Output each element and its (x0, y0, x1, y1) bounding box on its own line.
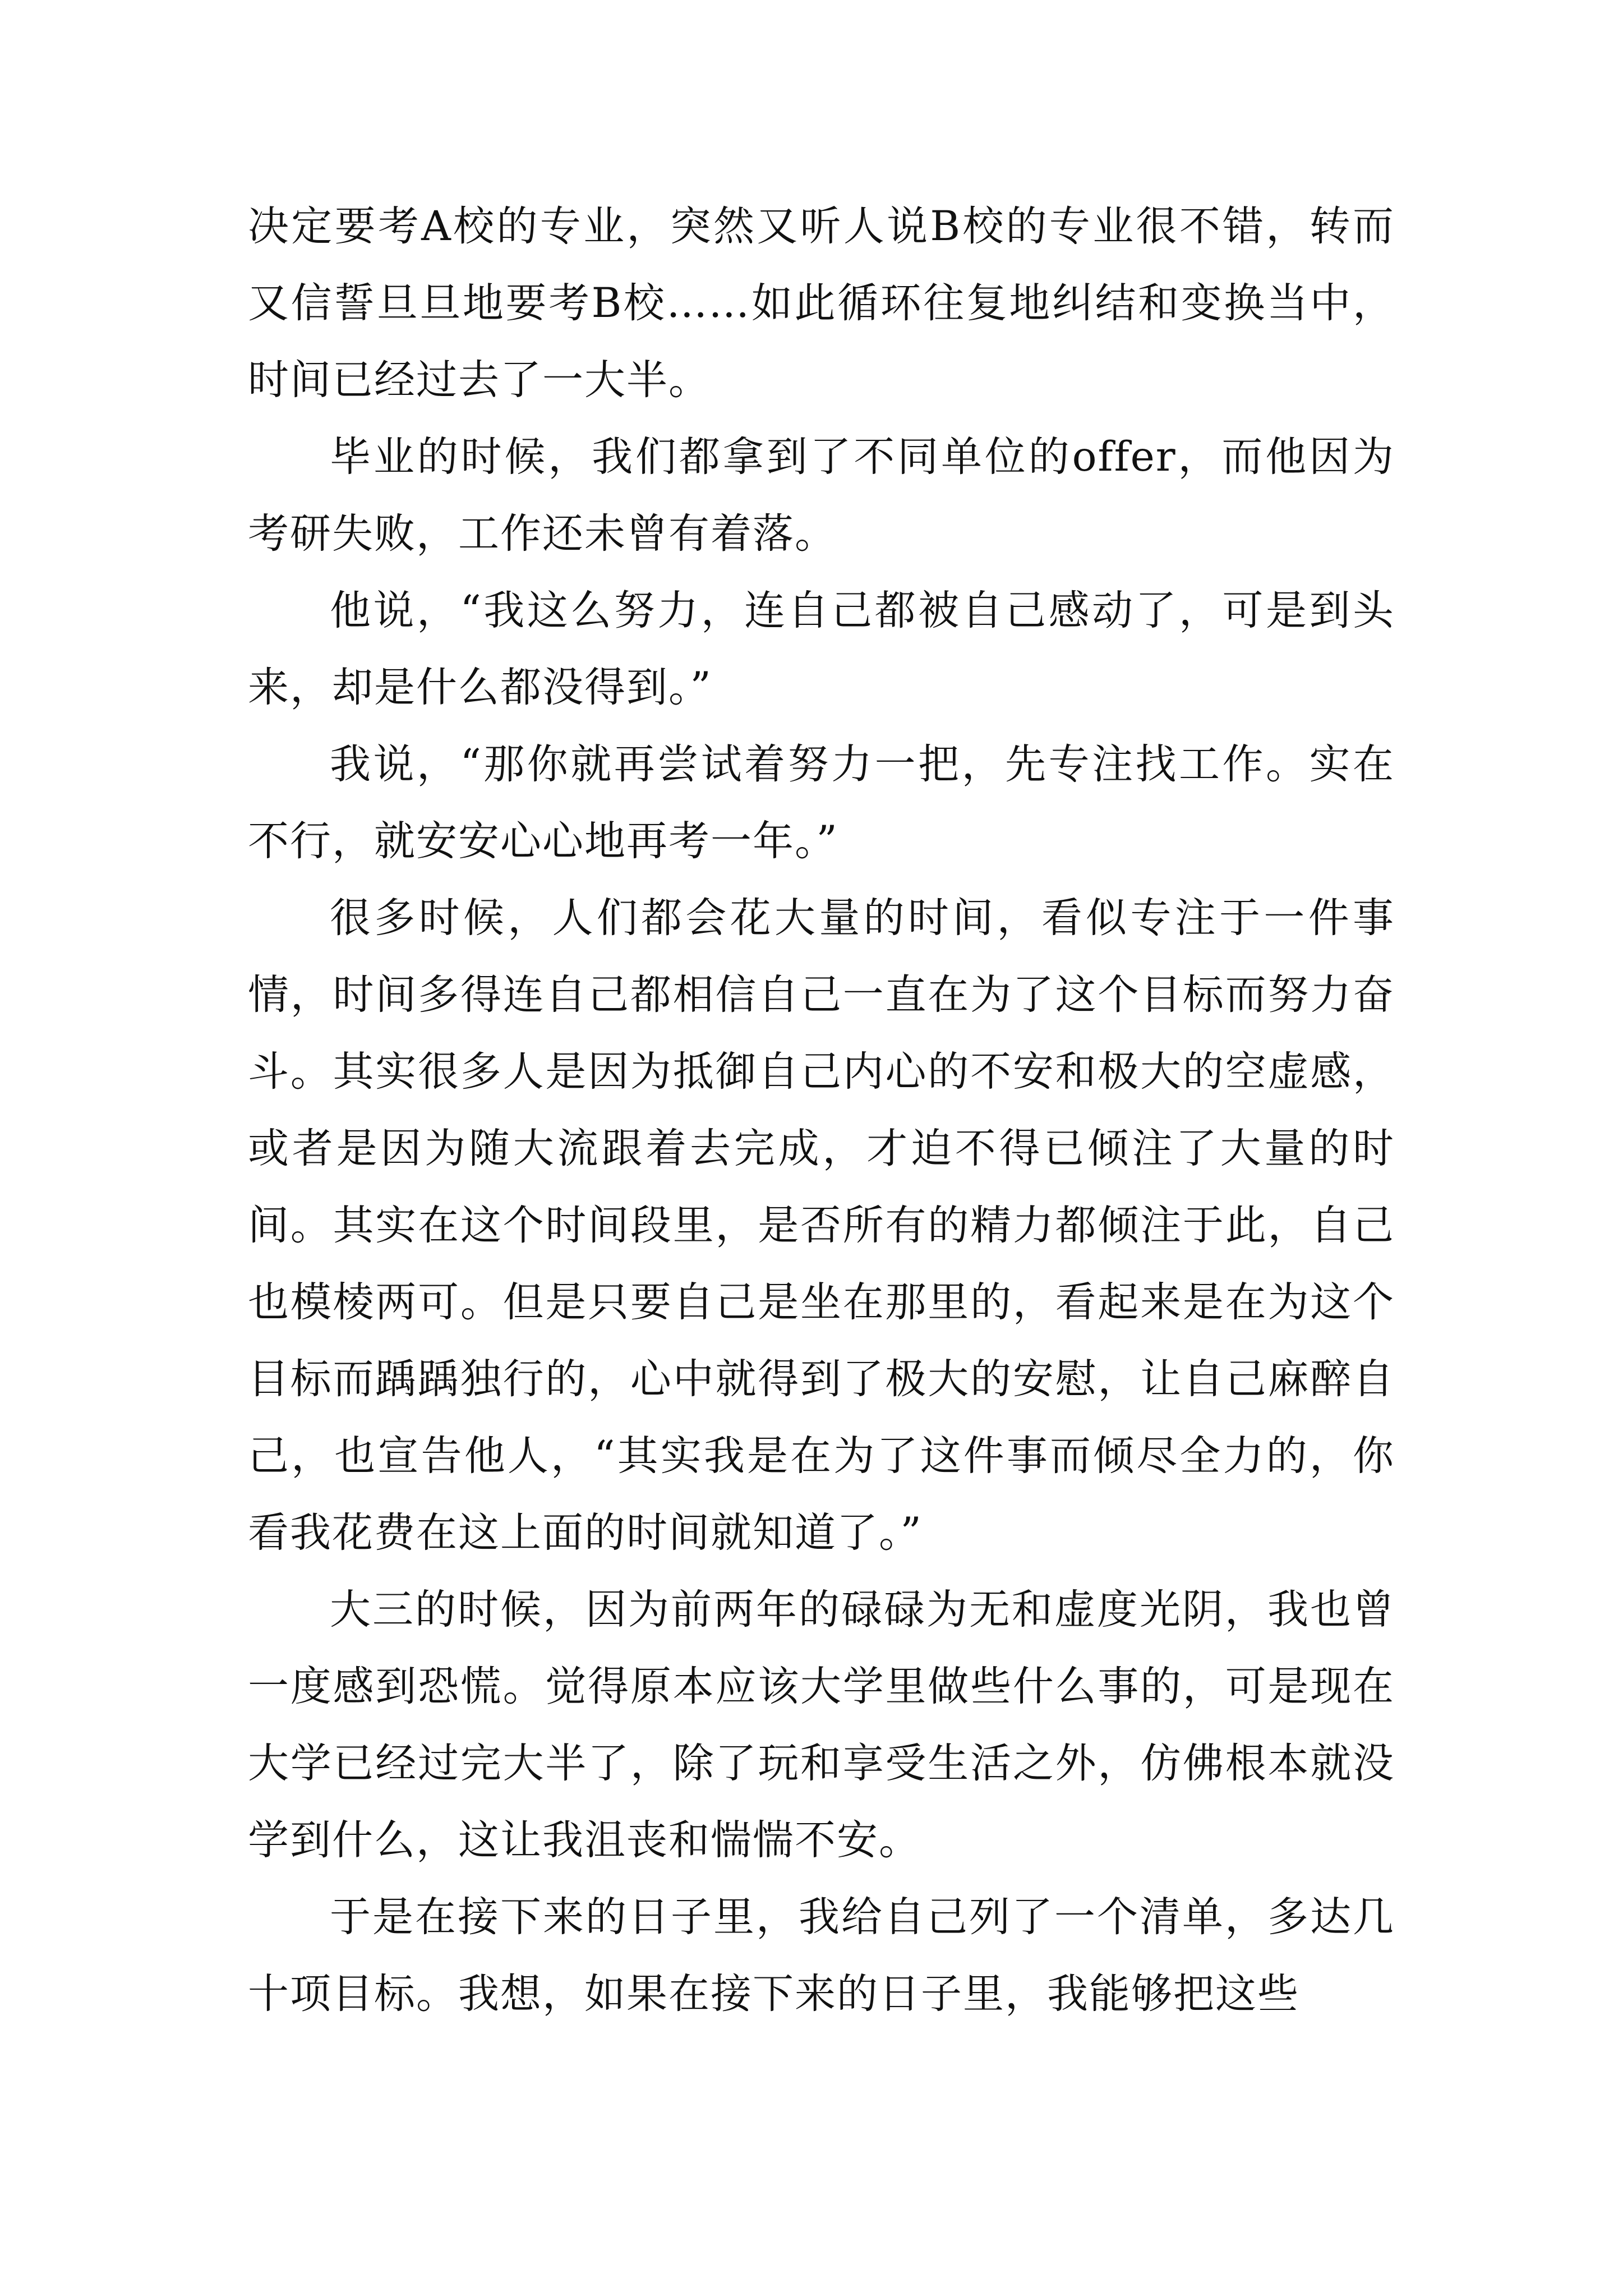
paragraph: 毕业的时候，我们都拿到了不同单位的offer，而他因为考研失败，工作还未曾有着落。 (248, 433, 1395, 558)
paragraph: 大三的时候，因为前两年的碌碌为无和虚度光阴，我也曾一度感到恐慌。觉得原本应该大学里做些什么事的，可是现在大学已经过完大半了，除了玩和享受生活之外，仿佛根本就没学到什么，这让我沮丧和惴惴不安。 (248, 1586, 1395, 1864)
paragraph: 很多时候，人们都会花大量的时间，看似专注于一件事情，时间多得连自己都相信自己一直在为了这个目标而努力奋斗。其实很多人是因为抵御自己内心的不安和极大的空虚感，或者是因为随大流跟着去完成，才迫不得已倾注了大量的时间。其实在这个时间段里，是否所有的精力都倾注于此，自己也模棱两可。但是只要自己是坐在那里的，看起来是在为这个目标而踽踽独行的，心中就得到了极大的安慰，让自己麻醉自己，也宣告他人，“其实我是在为了这件事而倾尽全力的，你看我花费在这上面的时间就知道了。” (248, 894, 1395, 1557)
paragraph: 于是在接下来的日子里，我给自己列了一个清单，多达几十项目标。我想，如果在接下来的日子里，我能够把这些 (248, 1893, 1395, 2018)
paragraph: 他说，“我这么努力，连自己都被自己感动了，可是到头来，却是什么都没得到。” (248, 587, 1395, 711)
document-body (248, 188, 1395, 2032)
paragraph: 我说，“那你就再尝试着努力一把，先专注找工作。实在不行，就安安心心地再考一年。” (248, 740, 1395, 865)
paragraph-continued: 决定要考A校的专业，突然又听人说B校的专业很不错，转而又信誓旦旦地要考B校……如此循环往复地纠结和变换当中，时间已经过去了一大半。 (248, 203, 1395, 404)
